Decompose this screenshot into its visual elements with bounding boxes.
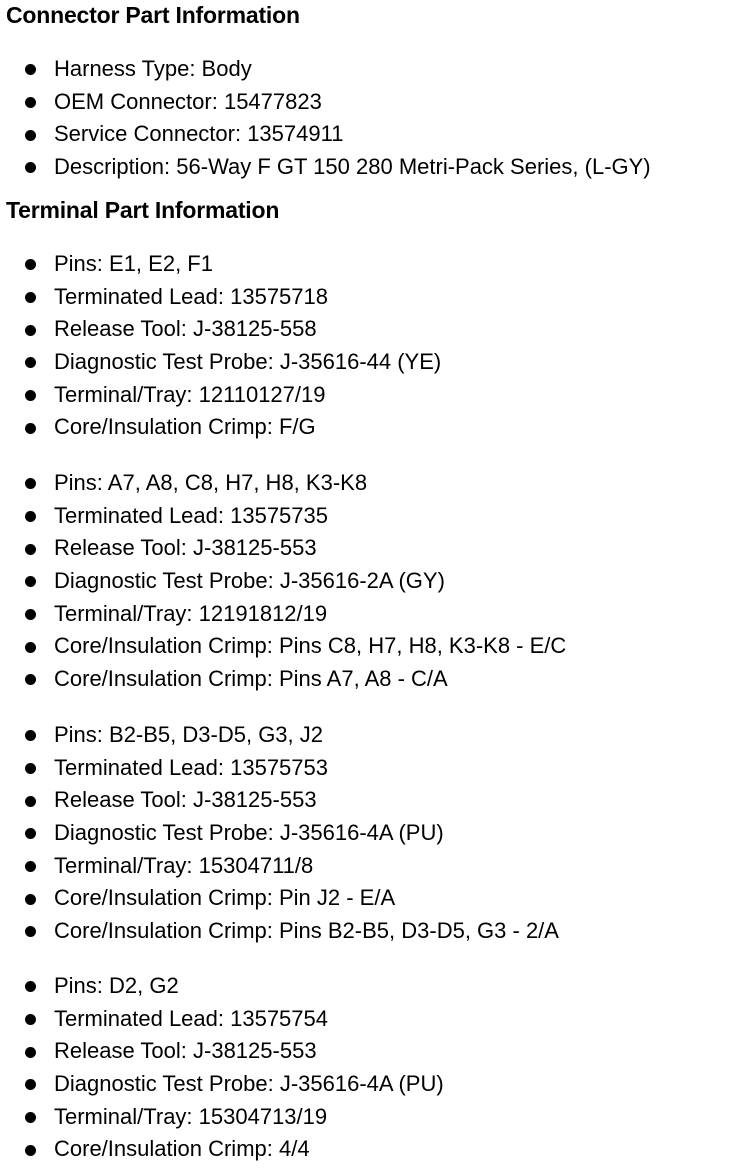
- item-text: Release Tool: J-38125-558: [54, 316, 317, 342]
- pins-item: [0, 248, 441, 281]
- core-insulation-crimp-item: [0, 1133, 444, 1166]
- bullet-icon: [25, 1112, 36, 1123]
- item-text: Terminal/Tray: 12110127/19: [54, 381, 326, 407]
- item-text: Pins: B2-B5, D3-D5, G3, J2: [54, 722, 323, 747]
- core-insulation-crimp-item: [0, 915, 559, 948]
- bullet-icon: [25, 162, 36, 173]
- diagnostic-test-probe-item: [0, 817, 559, 850]
- bullet-icon: [25, 1079, 36, 1090]
- bullet-icon: [25, 674, 36, 685]
- bullet-icon: [25, 730, 36, 741]
- item-text: Core/Insulation Crimp: Pins B2-B5, D3-D5, G3 - 2/A: [54, 918, 559, 944]
- bullet-icon: [25, 97, 36, 108]
- bullet-icon: [25, 828, 36, 839]
- item-text: Service Connector: 13574911: [54, 121, 344, 147]
- item-text: Description: 56-Way F GT 150 280 Metri-Pack Series, (L-GY): [54, 154, 651, 180]
- pins-item: [0, 467, 566, 500]
- item-text: Core/Insulation Crimp: Pins A7, A8 - C/A: [54, 666, 448, 692]
- terminal-group-4-list: [0, 970, 444, 1166]
- item-text: OEM Connector: 15477823: [54, 88, 322, 114]
- item-text: Release Tool: J-38125-553: [54, 535, 317, 561]
- bullet-icon: [25, 259, 36, 270]
- bullet-icon: [25, 981, 36, 992]
- connector-info-list: [0, 53, 651, 184]
- bullet-icon: [25, 894, 36, 905]
- item-text: Diagnostic Test Probe: J-35616-44 (YE): [54, 349, 442, 375]
- bullet-icon: [25, 423, 36, 434]
- bullet-icon: [25, 1145, 36, 1156]
- item-text: Terminal/Tray: 12191812/19: [54, 600, 328, 626]
- item-text: Core/Insulation Crimp: 4/4: [54, 1136, 310, 1162]
- service-connector-item: [0, 118, 651, 151]
- pins-item: [0, 970, 444, 1003]
- item-text: Release Tool: J-38125-553: [54, 1038, 317, 1064]
- bullet-icon: [25, 926, 36, 937]
- release-tool-item: [0, 532, 566, 565]
- core-insulation-crimp-item: [0, 663, 566, 696]
- item-text: Pins: D2, G2: [54, 973, 179, 998]
- release-tool-item: [0, 313, 441, 346]
- item-text: Terminal/Tray: 15304713/19: [54, 1103, 328, 1129]
- item-text: Terminated Lead: 13575754: [54, 1005, 328, 1031]
- item-text: Core/Insulation Crimp: F/G: [54, 414, 316, 440]
- pins-item: [0, 719, 559, 752]
- bullet-icon: [25, 130, 36, 141]
- item-text: Harness Type: Body: [54, 56, 252, 81]
- bullet-icon: [25, 861, 36, 872]
- item-text: Core/Insulation Crimp: Pin J2 - E/A: [54, 885, 396, 911]
- item-text: Diagnostic Test Probe: J-35616-4A (PU): [54, 820, 444, 846]
- terminal-tray-item: [0, 850, 559, 883]
- terminal-group-1-list: [0, 248, 441, 444]
- bullet-icon: [25, 544, 36, 555]
- terminated-lead-item: [0, 281, 441, 314]
- bullet-icon: [25, 64, 36, 75]
- bullet-icon: [25, 642, 36, 653]
- item-text: Diagnostic Test Probe: J-35616-4A (PU): [54, 1071, 444, 1097]
- terminal-group-2-list: [0, 467, 566, 696]
- harness-type-item: [0, 53, 651, 86]
- release-tool-item: [0, 1035, 444, 1068]
- description-item: [0, 151, 651, 184]
- terminal-tray-item: [0, 379, 441, 412]
- bullet-icon: [25, 609, 36, 620]
- bullet-icon: [25, 325, 36, 336]
- bullet-icon: [25, 292, 36, 303]
- item-text: Terminated Lead: 13575718: [54, 283, 328, 309]
- core-insulation-crimp-item: [0, 882, 559, 915]
- bullet-icon: [25, 478, 36, 489]
- bullet-icon: [25, 1014, 36, 1025]
- item-text: Core/Insulation Crimp: Pins C8, H7, H8, K3-K8 - E/C: [54, 633, 567, 659]
- item-text: Terminated Lead: 13575753: [54, 754, 328, 780]
- core-insulation-crimp-item: [0, 630, 566, 663]
- diagnostic-test-probe-item: [0, 1068, 444, 1101]
- core-insulation-crimp-item: [0, 411, 441, 444]
- bullet-icon: [25, 576, 36, 587]
- item-text: Terminated Lead: 13575735: [54, 502, 328, 528]
- item-text: Release Tool: J-38125-553: [54, 787, 317, 813]
- bullet-icon: [25, 763, 36, 774]
- bullet-icon: [25, 357, 36, 368]
- bullet-icon: [25, 390, 36, 401]
- terminal-part-information-heading: Terminal Part Information: [6, 197, 280, 223]
- release-tool-item: [0, 784, 559, 817]
- terminated-lead-item: [0, 1003, 444, 1036]
- terminal-tray-item: [0, 598, 566, 631]
- item-text: Pins: E1, E2, F1: [54, 251, 213, 276]
- terminated-lead-item: [0, 752, 559, 785]
- terminal-group-3-list: [0, 719, 559, 948]
- item-text: Pins: A7, A8, C8, H7, H8, K3-K8: [54, 470, 368, 495]
- connector-part-information-heading: Connector Part Information: [6, 2, 300, 28]
- terminal-tray-item: [0, 1101, 444, 1134]
- item-text: Terminal/Tray: 15304711/8: [54, 852, 314, 878]
- bullet-icon: [25, 796, 36, 807]
- oem-connector-item: [0, 86, 651, 119]
- diagnostic-test-probe-item: [0, 346, 441, 379]
- item-text: Diagnostic Test Probe: J-35616-2A (GY): [54, 568, 445, 594]
- bullet-icon: [25, 511, 36, 522]
- bullet-icon: [25, 1047, 36, 1058]
- diagnostic-test-probe-item: [0, 565, 566, 598]
- terminated-lead-item: [0, 500, 566, 533]
